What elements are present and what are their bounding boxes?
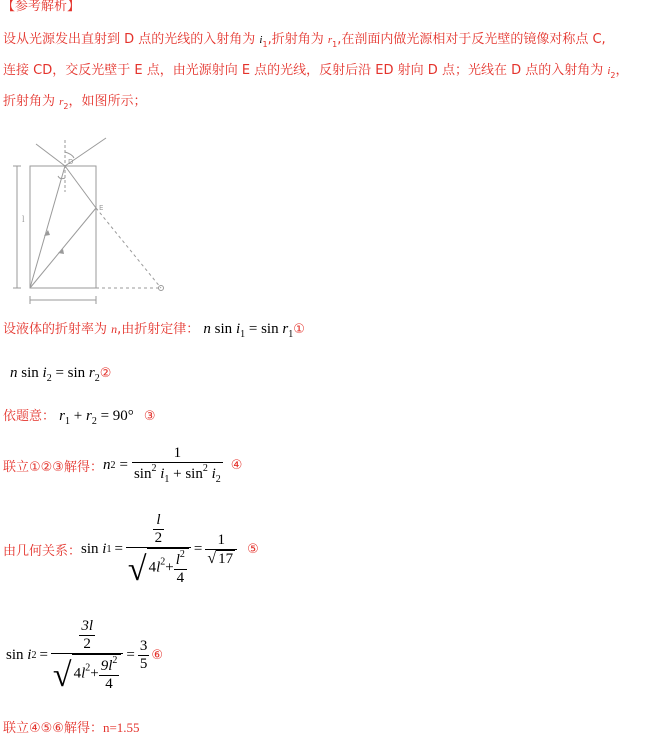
intro-text: 折射角为	[3, 94, 60, 109]
eq6-rad-frac-den: 4	[99, 675, 120, 693]
eq4-den-sup2: 2	[202, 463, 208, 474]
intro-text: 设从光源发出直射到 D 点的光线的入射角为	[3, 32, 260, 47]
intro-text: ,折射角为	[267, 32, 328, 47]
eq6-rad-plus: +	[90, 665, 99, 682]
eq5-result-den	[205, 549, 237, 568]
label-e: E	[99, 204, 104, 212]
eq1-prefix: 设液体的折射率为	[3, 322, 112, 337]
eq5-top-fraction	[153, 512, 165, 547]
eq4-den-sub1: 1	[164, 474, 170, 485]
var-r1: r	[327, 34, 333, 46]
eq1-rhs-sin: sin	[261, 321, 279, 337]
eq3-r2-sub: 2	[91, 416, 97, 427]
eq4-lhs: n	[102, 456, 111, 473]
var-i1: i	[259, 34, 263, 46]
eq5-rad-frac-l: l	[175, 552, 180, 568]
eq5-result-radicand: 17	[218, 550, 234, 567]
eq6-rad-l: l	[81, 665, 86, 682]
eq6-top-num: 3l	[81, 618, 93, 634]
mirror-line	[96, 208, 161, 288]
intro-text: ，	[615, 63, 629, 78]
eq5-rad-frac-sup: 2	[179, 549, 185, 560]
final-value: n=1.55	[102, 720, 140, 735]
container-outline	[30, 166, 96, 288]
eq2-number: ②	[99, 366, 112, 381]
sqrt-sign: √	[207, 549, 217, 567]
eq1-lhs-n: n	[203, 321, 211, 337]
ray-to-e	[30, 208, 96, 288]
eq1-equals: =	[248, 321, 258, 337]
eq4-den-sin2: sin	[185, 466, 203, 482]
eq3-plus: +	[73, 408, 83, 424]
eq5-radical	[128, 548, 189, 587]
eq2-var: i	[42, 365, 47, 381]
eq3-r1-sub: 1	[65, 416, 70, 427]
eq6-main-denominator	[51, 653, 123, 693]
eq5-equals: =	[114, 541, 123, 557]
eq6-sin: sin	[6, 647, 24, 663]
label-l: l	[22, 215, 25, 224]
equation-3	[3, 405, 156, 433]
eq4-den-var2: i	[211, 466, 216, 482]
eq2-equals: =	[55, 365, 64, 381]
sqrt-sign: √	[127, 551, 147, 588]
eq5-var: i	[102, 541, 107, 557]
var-i1-sub: 1	[262, 40, 268, 49]
equation-4	[3, 445, 242, 485]
eq2-rhs-sub: 2	[94, 373, 100, 384]
eq6-top-fraction	[79, 618, 95, 653]
final-prefix: 联立④⑤⑥解得：	[3, 721, 103, 736]
ray-to-d	[30, 166, 65, 288]
eq6-radicand	[72, 654, 122, 693]
intro-text: ,在剖面内做光源相对于反光壁的镜像对称点 C,	[337, 32, 606, 47]
intro-line-1	[3, 30, 606, 55]
var-r2-sub: 2	[63, 102, 69, 111]
equation-1	[3, 318, 305, 346]
eq6-rad-fraction	[99, 655, 120, 693]
eq6-result-num: 3	[139, 638, 148, 654]
eq4-prefix: 联立①②③解得：	[3, 459, 103, 475]
eq5-rad-sup: 2	[160, 556, 166, 568]
intro-text: ，如图所示；	[68, 94, 147, 109]
eq5-top-num: l	[156, 512, 161, 528]
eq1-var-sub: 1	[240, 329, 246, 340]
reflected-ray	[65, 166, 96, 208]
eq3-prefix: 依题意：	[3, 409, 56, 424]
eq5-rad-plus: +	[165, 559, 174, 576]
eq5-rad-l: l	[156, 559, 161, 576]
eq6-main-fraction	[51, 618, 123, 693]
eq4-den-var1: i	[160, 466, 165, 482]
eq2-lhs-n: n	[10, 365, 18, 381]
eq6-rad-frac-num: 9l	[100, 658, 113, 674]
eq5-main-fraction	[126, 512, 191, 587]
eq6-var-sub: 2	[31, 650, 37, 661]
final-answer	[3, 718, 140, 739]
var-r2: r	[59, 96, 64, 108]
eq5-number: ⑤	[247, 542, 259, 557]
eq3-equals: =	[100, 408, 110, 424]
eq4-lhs-sup: 2	[110, 459, 116, 471]
eq2-sin: sin	[21, 365, 39, 381]
n-label: n	[111, 322, 118, 336]
eq2-rhs-var: r	[88, 365, 95, 381]
eq6-equals-2: =	[126, 647, 135, 663]
eq3-r2: r	[85, 408, 92, 424]
sqrt-sign: √	[52, 657, 72, 694]
eq5-var-sub: 1	[106, 544, 112, 555]
eq5-radicand	[147, 548, 189, 587]
eq5-main-denominator	[126, 547, 191, 587]
label-d: D	[68, 158, 74, 166]
intro-line-3	[3, 92, 147, 117]
eq1-sin: sin	[214, 321, 233, 337]
eq6-equals: =	[39, 647, 48, 663]
section-header: 【参考解析】	[2, 0, 81, 14]
eq3-number: ③	[143, 409, 156, 424]
var-i2-sub: 2	[610, 71, 616, 80]
eq1-var: i	[235, 321, 241, 337]
eq3-value: 90°	[112, 408, 134, 424]
eq5-rad-fraction	[174, 549, 187, 587]
equation-5	[3, 512, 259, 587]
equation-6	[6, 618, 163, 693]
eq4-den-sub2: 2	[215, 474, 221, 485]
eq6-top-den: 2	[79, 635, 95, 653]
eq4-den-sin1: sin	[133, 466, 152, 482]
eq5-rad-frac-den: 4	[174, 569, 187, 587]
intro-text: 连接 CD，交反光壁于 E 点，由光源射向 E 点的光线，反射后沿 ED 射向 D 点；光线在 D 点的入射角为	[3, 63, 608, 78]
eq4-number: ④	[230, 457, 243, 473]
eq6-result-den: 5	[139, 656, 148, 672]
eq1-rhs-sub: 1	[288, 329, 294, 340]
eq5-prefix: 由几何关系：	[3, 544, 82, 559]
optics-figure	[8, 130, 178, 305]
var-r1-sub: 1	[332, 40, 338, 49]
eq5-equals-2: =	[193, 541, 203, 557]
var-i2: i	[607, 65, 611, 77]
eq5-main-numerator	[126, 512, 191, 547]
eq4-equals: =	[119, 456, 128, 473]
eq4-denominator	[132, 462, 223, 485]
eq4-fraction	[132, 445, 223, 485]
eq5-result-num: 1	[217, 531, 226, 548]
eq5-sin: sin	[81, 541, 99, 557]
eq2-rhs-sin: sin	[67, 365, 86, 381]
intro-line-2	[3, 61, 629, 86]
eq6-number: ⑥	[151, 648, 164, 663]
eq3-r1: r	[59, 408, 65, 424]
eq6-rad-sup: 2	[85, 662, 91, 674]
eq6-rad-a: 4	[73, 665, 82, 682]
eq5-top-den: 2	[154, 530, 163, 546]
eq1-rhs-var: r	[282, 321, 289, 337]
eq5-result-fraction	[205, 532, 237, 568]
eq4-den-plus: +	[173, 466, 182, 482]
eq6-var: i	[27, 647, 32, 663]
eq6-result-fraction	[138, 638, 150, 673]
eq6-main-numerator	[51, 618, 123, 653]
eq2-var-sub: 2	[46, 373, 52, 384]
eq6-rad-frac-sup: 2	[112, 655, 118, 666]
eq1-mid: ,由折射定律：	[117, 322, 200, 337]
eq6-radical	[53, 654, 121, 693]
refracted-ray-1	[36, 144, 65, 166]
eq4-den-sup1: 2	[151, 463, 157, 474]
eq1-number: ①	[293, 322, 305, 337]
eq5-rad-a: 4	[148, 559, 157, 576]
eq4-numerator: 1	[173, 445, 182, 461]
equation-2	[10, 362, 111, 390]
